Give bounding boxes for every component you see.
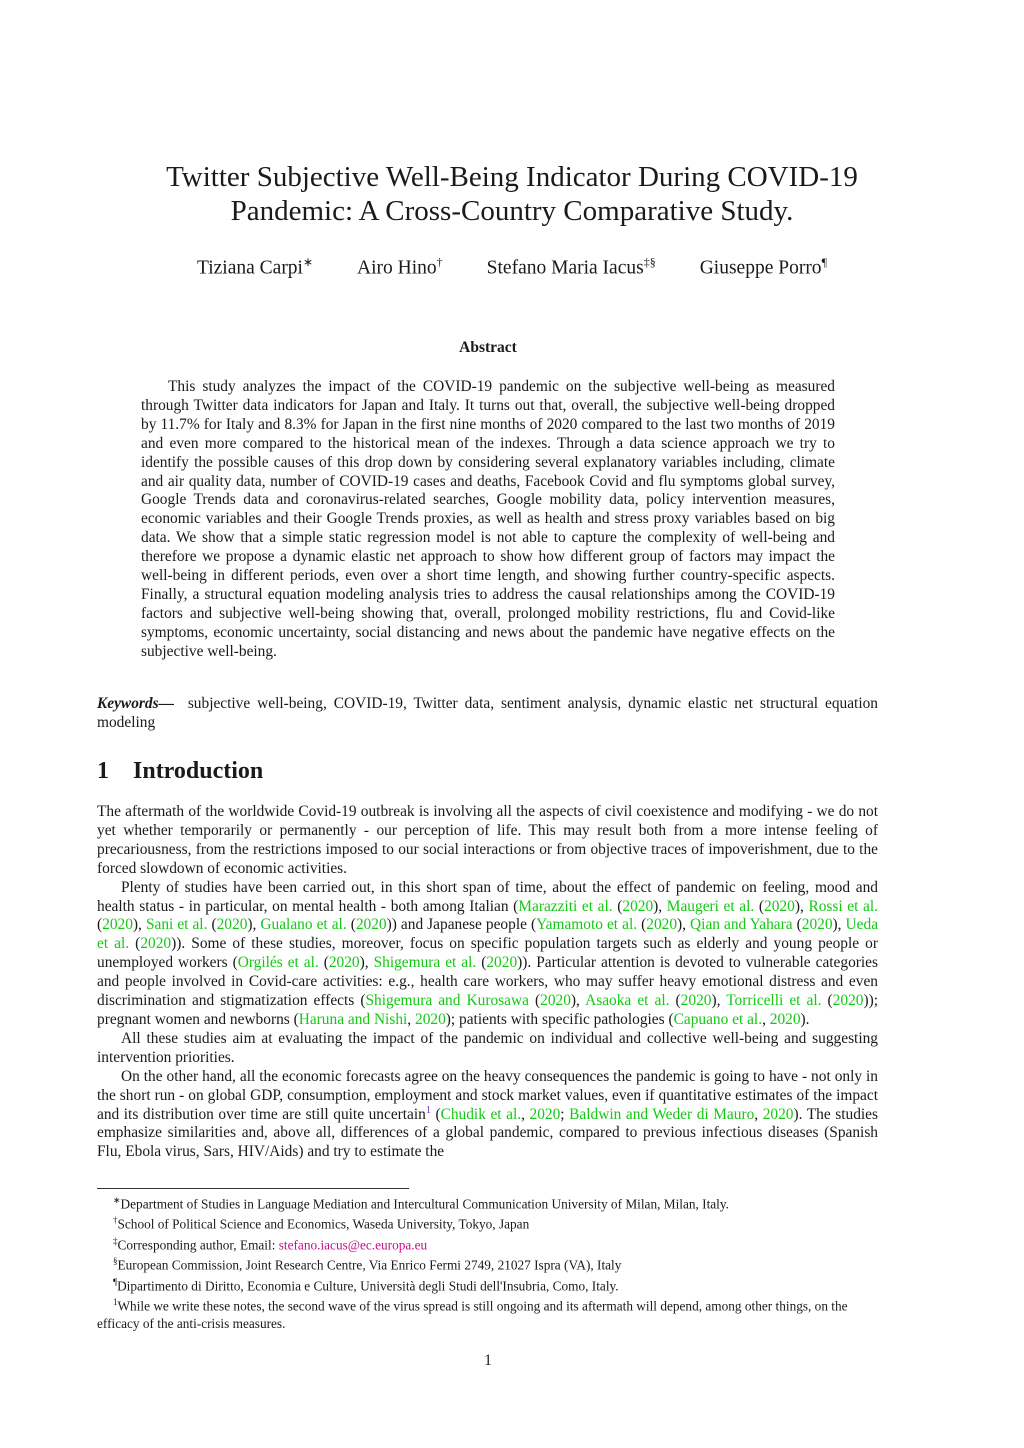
citation-link[interactable]: Sani et al.	[145, 916, 208, 934]
author: Airo Hino†	[357, 255, 443, 279]
citation-year-link[interactable]: 2020	[540, 992, 571, 1010]
citation-year-link[interactable]: 2020	[646, 916, 678, 934]
citation-year-link[interactable]: 2020	[355, 916, 387, 934]
abstract-text: This study analyzes the impact of the COVID-19 pandemic on the subjective well-being as measured through Twitter data indicators for Japan and Italy. It turns out that, overall, the subjective well-being dropped by 11.7% for Italy and 8.3% for Japan in the first nine months of 2020 compared to the last two months of 2019 and even more compared to the historical mean of the indexes. Through a data science approach we try to identify the possible causes of this drop down by considering several explanatory variables including, climate and air quality data, number of COVID-19 cases and deaths, Facebook Covid and flu symptoms global survey, Google Trends data and coronavirus-related searches, Google mobility data, policy intervention measures, economic variables and their Google Trends proxies, as well as health and stress proxy variables based on big data. We show that a simple static regression model is not able to capture the complexity of well-being and therefore we propose a dynamic elastic net approach to show how different group of factors may impact the well-being in different periods, even over a short time length, and showing further country-specific aspects. Finally, a structural equation modeling analysis tries to address the causal relationships among the COVID-19 factors and subjective well-being showing that, overall, prolonged mobility restrictions, flu and Covid-like symptoms, economic uncertainty, social distancing and news about the pandemic have negative effects on the subjective well-being.	[141, 378, 835, 660]
citation-link[interactable]: Shigemura et al.	[373, 954, 477, 972]
citation-link[interactable]: Marazziti et al.	[518, 897, 613, 915]
abstract-heading: Abstract	[459, 339, 517, 356]
section-number: 1	[97, 758, 109, 784]
paragraph: Plenty of studies have been carried out, in this short span of time, about the effect of pandemic on feeling, mood and health status - in particular, on mental health - both among Italian (Marazziti et al. (2020), Maugeri et al. (2020), Rossi et al. (2020), Sani et al. (2020), Gualano et al. (2020)) and Japanese people (Yamamoto et al. (2020), Qian and Yahara (2020), Ueda et al. (2020)). Some of these studies, moreover, focus on specific population targets such as elderly and young people or unemployed workers (Orgilés et al. (2020), Shigemura et al. (2020)). Particular attention is devoted to vulnerable categories and people involved in Covid-care activities: e.g., health care workers, who may suffer heavy emotional distress and even discrimination and stigmatization effects (Shigemura and Kurosawa (2020), Asaoka et al. (2020), Torricelli et al. (2020)); pregnant women and newborns (Haruna and Nishi, 2020); patients with specific pathologies (Capuano et al., 2020).	[97, 878, 879, 1028]
citation-year-link[interactable]: 2020	[102, 916, 133, 934]
citation-link[interactable]: Rossi et al.	[808, 897, 878, 915]
citation-year-link[interactable]: 2020	[140, 935, 172, 953]
citation-year-link[interactable]: 2020	[328, 954, 360, 972]
citation-link[interactable]: Gualano et al.	[260, 916, 347, 934]
footnote: ¶Dipartimento di Diritto, Economia e Culture, Università degli Studi dell'Insubria, Como, Italy.	[113, 1276, 619, 1294]
email-link[interactable]: stefano.iacus@ec.europa.eu	[278, 1237, 428, 1253]
citation-link[interactable]: Asaoka et al.	[585, 992, 670, 1010]
paper-title	[100, 160, 924, 228]
keywords	[97, 694, 878, 732]
keywords-label: Keywords—	[97, 695, 174, 712]
citation-link[interactable]: Baldwin and Weder di Mauro	[569, 1105, 755, 1123]
citation-link[interactable]: Yamamoto et al.	[536, 916, 638, 934]
citation-year-link[interactable]: 2020	[832, 992, 864, 1010]
paragraph: On the other hand, all the economic forecasts agree on the heavy consequences the pandemic is going to have - not only in the short run - on global GDP, consumption, employment and stock market values, even if quantitative estimates of the impact and its distribution over time are still quite uncertain$^1$ (Chudik et al., 2020; Baldwin and Weder di Mauro, 2020). The studies emphasize similarities and, above all, differences of a global pandemic, compared to previous infectious diseases (Spanish Flu, Ebola virus, Sars, HIV/Aids) and try to estimate the	[97, 1067, 878, 1161]
citation-link[interactable]: Capuano et al.	[673, 1010, 763, 1028]
citation-link[interactable]: Haruna and Nishi	[298, 1010, 408, 1028]
footnote: †School of Political Science and Economics, Waseda University, Tokyo, Japan	[113, 1215, 530, 1232]
footnote: ‡Corresponding author, Email: stefano.iacus@ec.europa.eu	[113, 1235, 428, 1253]
citation-year-link[interactable]: 2020	[762, 1105, 794, 1123]
footnote: $^1$While we write these notes, the second wave of the virus spread is still ongoing and its aftermath will depend, among other things, on the efficacy of the anti-crisis measures.	[97, 1297, 848, 1331]
citation-link[interactable]: Orgilés et al.	[237, 954, 319, 972]
footnote-ref-link[interactable]: 1	[425, 1104, 431, 1116]
citation-year-link[interactable]: 2020	[764, 897, 795, 915]
citation-year-link[interactable]: 2020	[680, 992, 712, 1010]
citation-year-link[interactable]: 2020	[216, 916, 248, 934]
footnote-divider	[97, 1188, 409, 1189]
citation-link[interactable]: Shigemura and Kurosawa	[365, 992, 529, 1010]
citation-year-link[interactable]: 2020	[529, 1105, 561, 1123]
keywords-text: subjective well-being, COVID-19, Twitter data, sentiment analysis, dynamic elastic net structural equation modeling	[97, 695, 878, 731]
page-number: 1	[484, 1352, 492, 1369]
section-heading	[97, 758, 263, 785]
citation-link[interactable]: Torricelli et al.	[726, 992, 822, 1010]
citation-year-link[interactable]: 2020	[769, 1010, 801, 1028]
section-body	[97, 803, 878, 1162]
author-list	[96, 255, 928, 280]
citation-link[interactable]: Chudik et al.	[440, 1105, 522, 1123]
paragraph: The aftermath of the worldwide Covid-19 outbreak is involving all the aspects of civil coexistence and modifying - we do not yet whether temporarily or permanently - our perception of life. This may result both from a more intense feeling of precariousness, from the restrictions imposed to our social interactions or from objective traces of impoverishment, due to the forced slowdown of economic activities.	[97, 803, 878, 877]
footnote: §European Commission, Joint Research Centre, Via Enrico Fermi 2749, 21027 Ispra (VA), Italy	[113, 1256, 622, 1273]
paragraph: All these studies aim at evaluating the impact of the pandemic on individual and collective well-being and suggesting intervention priorities.	[97, 1029, 878, 1066]
citation-link[interactable]: Ueda et al.	[97, 916, 879, 953]
citation-year-link[interactable]: 2020	[622, 897, 654, 915]
author: Giuseppe Porro¶	[699, 255, 827, 279]
title-line-2: Pandemic: A Cross-Country Comparative Study.	[230, 195, 794, 227]
title-line-1: Twitter Subjective Well-Being Indicator During COVID-19	[166, 161, 858, 193]
footnote: ∗Department of Studies in Language Mediation and Intercultural Communication University of Milan, Milan, Italy.	[113, 1195, 729, 1212]
author: Tiziana Carpi∗	[197, 255, 314, 279]
citation-year-link[interactable]: 2020	[801, 916, 833, 934]
citation-year-link[interactable]: 2020	[415, 1010, 446, 1028]
section-title: Introduction	[133, 758, 264, 784]
citation-link[interactable]: Maugeri et al.	[666, 897, 755, 915]
citation-link[interactable]: Qian and Yahara	[690, 916, 793, 934]
author: Stefano Maria Iacus‡§	[486, 255, 656, 279]
footnotes	[97, 1192, 878, 1332]
citation-year-link[interactable]: 2020	[486, 954, 518, 972]
